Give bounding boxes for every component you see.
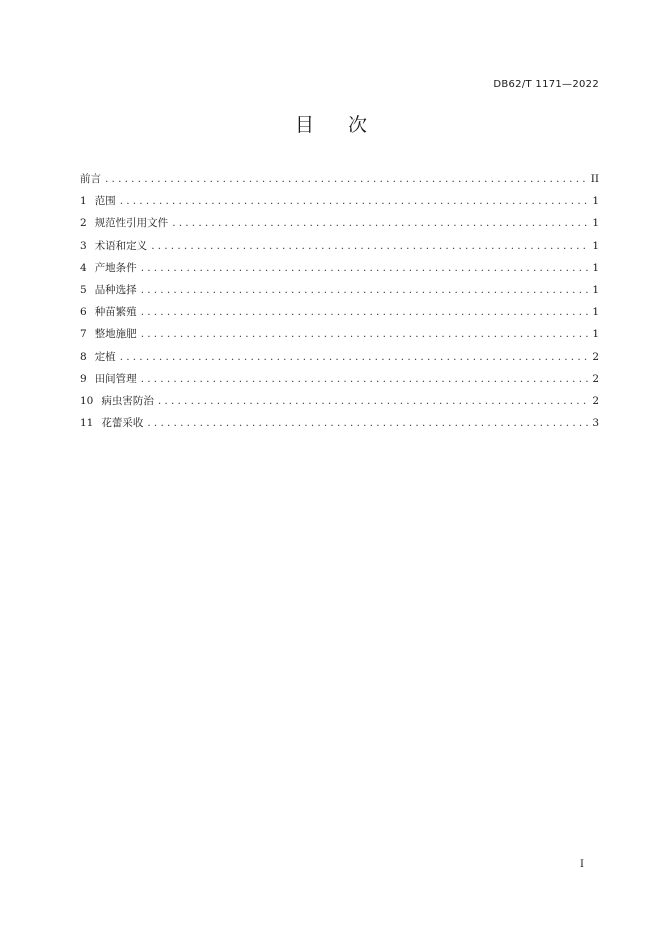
toc-entry-7[interactable]: [80, 325, 599, 347]
toc-entry-number: 3: [80, 239, 87, 252]
toc-entry-label: 整地施肥: [94, 328, 137, 341]
toc-entry-10[interactable]: [80, 392, 599, 414]
toc-entry-page: 1: [592, 195, 599, 208]
toc-entry-page: 1: [592, 306, 599, 319]
toc-entry-label: 规范性引用文件: [94, 217, 169, 230]
toc-entry-number: 6: [80, 306, 87, 319]
toc-entry-5[interactable]: [80, 281, 599, 303]
toc-entry-page: 1: [592, 239, 599, 252]
page-number: I: [580, 859, 584, 870]
toc-entry-number: 1: [80, 195, 87, 208]
toc-entry-label: 前言: [80, 173, 101, 185]
toc-entry-11[interactable]: [80, 414, 599, 436]
toc-entry-page: 1: [592, 217, 599, 230]
toc-dot-leader: [141, 259, 589, 277]
toc-entry-8[interactable]: [80, 348, 599, 370]
toc-entry-page: 1: [592, 283, 599, 296]
toc-entry-number: 8: [80, 350, 87, 363]
toc-entry-label: 范围: [94, 195, 116, 208]
toc-entry-label: 病虫害防治: [101, 394, 154, 407]
toc-entry-label: 定植: [94, 350, 116, 363]
toc-entry-label: 种苗繁殖: [94, 306, 137, 319]
toc-dot-leader: [105, 170, 587, 188]
toc-entry-number: 5: [80, 283, 87, 296]
toc-entry-9[interactable]: [80, 370, 599, 392]
toc-entry-number: 4: [80, 261, 87, 274]
toc-entry-4[interactable]: [80, 259, 599, 281]
toc-dot-leader: [120, 348, 589, 366]
toc-entry-page: 3: [592, 417, 599, 430]
toc-dot-leader: [141, 281, 589, 299]
toc-entry-number: 7: [80, 328, 87, 341]
toc-dot-leader: [120, 192, 589, 210]
toc-dot-leader: [172, 214, 588, 232]
toc-entry-number: 10: [80, 394, 94, 407]
toc-dot-leader: [141, 370, 589, 388]
toc-entry-page: 1: [592, 261, 599, 274]
toc-entry-label: 术语和定义: [94, 239, 148, 252]
table-of-contents: [80, 170, 599, 436]
toc-entry-page: 2: [592, 372, 599, 385]
toc-entry-page: II: [590, 173, 599, 185]
toc-entry-foreword[interactable]: [80, 170, 599, 192]
toc-entry-number: 2: [80, 217, 87, 230]
toc-entry-label: 产地条件: [94, 261, 137, 274]
toc-entry-page: 1: [592, 328, 599, 341]
toc-dot-leader: [151, 237, 588, 255]
toc-entry-6[interactable]: [80, 303, 599, 325]
page-title: 目次: [294, 114, 401, 136]
toc-dot-leader: [147, 414, 588, 432]
standard-number: DB62/T 1171—2022: [493, 79, 599, 90]
toc-entry-2[interactable]: [80, 214, 599, 236]
toc-entry-number: 11: [80, 417, 94, 430]
toc-entry-page: 2: [592, 394, 599, 407]
toc-entry-label: 花蕾采收: [101, 417, 144, 430]
toc-entry-3[interactable]: [80, 237, 599, 259]
toc-entry-1[interactable]: [80, 192, 599, 214]
toc-entry-label: 品种选择: [94, 283, 137, 296]
toc-entry-label: 田间管理: [94, 372, 137, 385]
toc-dot-leader: [158, 392, 588, 410]
toc-entry-number: 9: [80, 372, 87, 385]
toc-dot-leader: [141, 303, 589, 321]
toc-dot-leader: [141, 325, 589, 343]
toc-entry-page: 2: [592, 350, 599, 363]
